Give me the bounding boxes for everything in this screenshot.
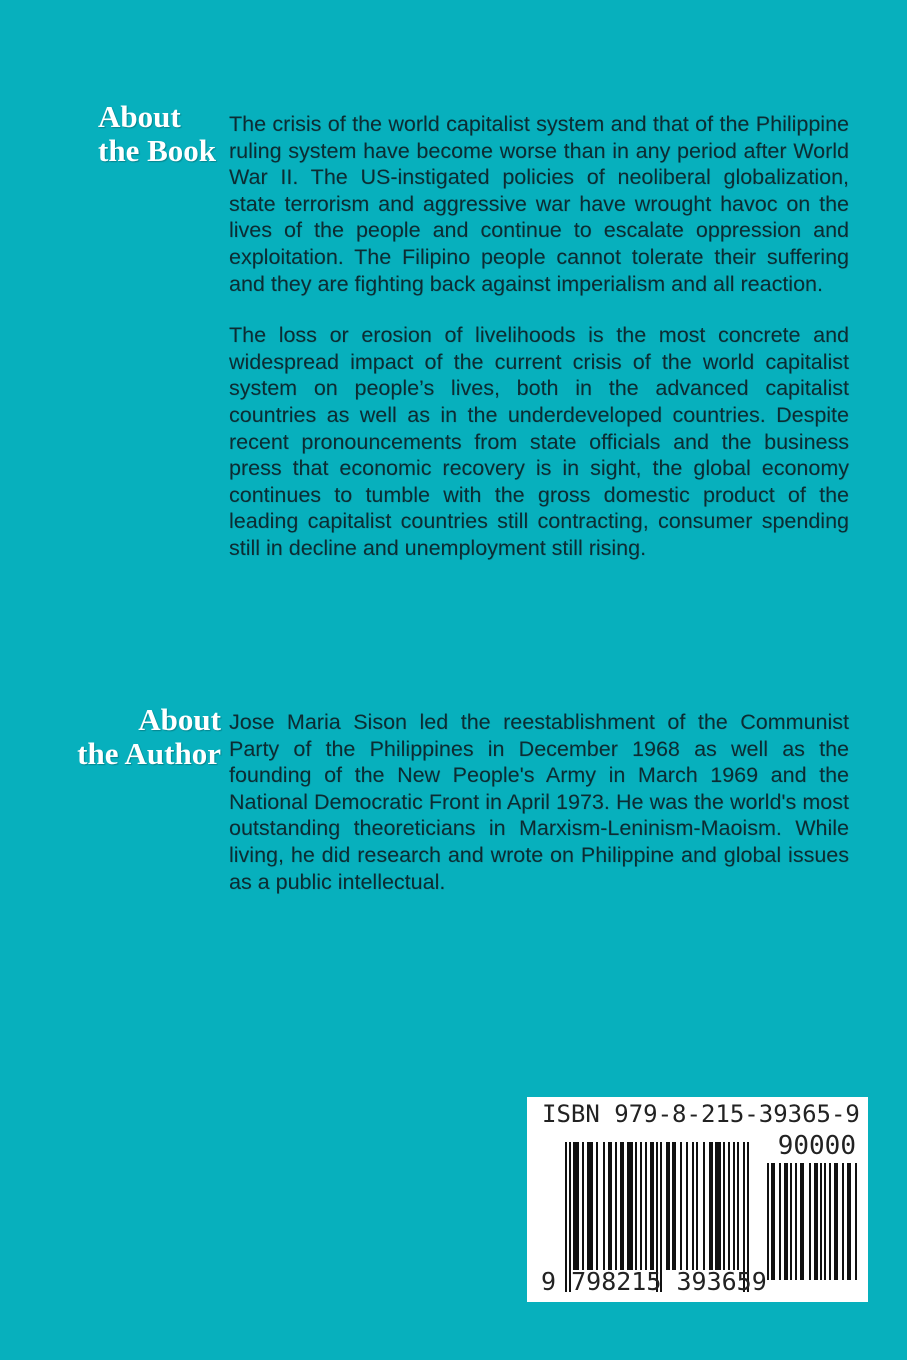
price-addon-digits: 90000	[777, 1131, 856, 1161]
addon-barcode-bars	[767, 1163, 859, 1280]
about-the-book-text	[229, 111, 849, 587]
book-paragraph-2: The loss or erosion of livelihoods is the most concrete and widespread impact of the current crisis of the world capitalist system on people’s lives, both in the advanced capitalist countries as well as in the underdeveloped countries. Despite recent pronouncements from state officials and the business press that economic recovery is in sight, the global economy continues to tumble with the gross domestic product of the leading capitalist countries still contracting, consumer spending still in decline and unemployment still rising.	[229, 323, 849, 560]
ean-digits: 9 798215 393659	[541, 1267, 767, 1296]
heading-line: About	[138, 702, 221, 737]
isbn-barcode	[527, 1097, 868, 1302]
about-the-author-heading	[77, 703, 221, 771]
about-the-book-heading	[98, 100, 216, 168]
about-the-author-text	[229, 709, 849, 920]
heading-line: the Author	[77, 736, 221, 771]
author-paragraph: Jose Maria Sison led the reestablishment of the Communist Party of the Philippines in December 1968 as well as the founding of the New People's Army in March 1969 and the National Democratic Front in April 1973. He was the world's most outstanding theoreticians in Marxism-Leninism-Maoism. While living, he did research and wrote on Philippine and global issues as a public intellectual.	[229, 710, 849, 894]
heading-line: the Book	[98, 133, 216, 168]
book-paragraph-1: The crisis of the world capitalist system and that of the Philippine ruling system have become worse than in any period after World War II. The US-instigated policies of neoliberal globalization, state terrorism and aggressive war have wrought havoc on the lives of the people and continue to escalate oppression and exploitation. The Filipino people cannot tolerate their suffering and they are fighting back against imperialism and all reaction.	[229, 112, 849, 296]
isbn-label: ISBN 979-8-215-39365-9	[542, 1100, 860, 1128]
heading-line: About	[98, 99, 181, 134]
